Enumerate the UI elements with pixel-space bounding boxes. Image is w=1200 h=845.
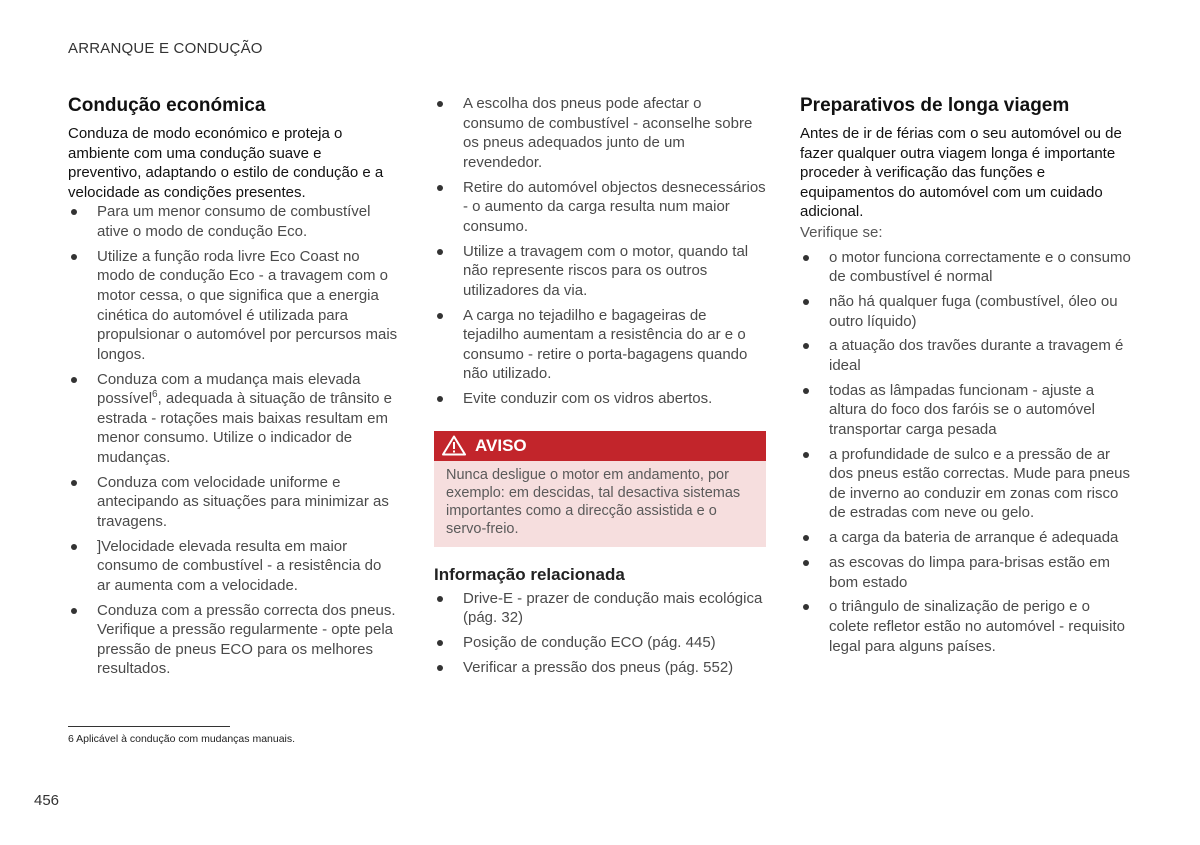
warning-title: AVISO <box>475 435 527 455</box>
bullet-dot-icon <box>803 388 809 394</box>
list-item-text: ]Velocidade elevada resulta em maior consumo de combustível - a resistência do ar aumenta com a velocidade. <box>97 537 382 594</box>
list-item-text: A escolha dos pneus pode afectar o consumo de combustível - aconselhe sobre os pneus adequados junto de um revendedor. <box>463 95 753 171</box>
bullet-dot-icon <box>71 480 77 486</box>
list-item-text: A carga no tejadilho e bagageiras de tejadilho aumentam a resistência do ar e o consumo - retire o porta-bagagens quando não utilizado. <box>463 306 748 383</box>
checklist <box>800 248 1132 657</box>
related-link-text: Verificar a pressão dos pneus (pág. 552) <box>463 658 734 676</box>
bullet-dot-icon <box>437 101 443 107</box>
list-item <box>434 389 766 409</box>
list-item <box>800 292 1132 331</box>
list-item <box>68 601 398 679</box>
intro-paragraph: Antes de ir de férias com o seu automóvel ou de fazer qualquer outra viagem longa é importante proceder à verificação das funções e equipamentos do automóvel com um cuidado adicional. <box>800 125 1122 221</box>
bullet-dot-icon <box>803 604 809 610</box>
running-head: ARRANQUE E CONDUÇÃO <box>68 40 263 57</box>
related-link-drive-e[interactable] <box>434 589 766 628</box>
warning-triangle-icon <box>442 435 466 456</box>
bullet-dot-icon <box>803 560 809 566</box>
list-item <box>800 381 1132 440</box>
bullet-dot-icon <box>71 608 77 614</box>
list-item <box>68 537 398 596</box>
bullet-dot-icon <box>437 596 443 602</box>
related-information-heading: Informação relacionada <box>434 564 625 584</box>
list-item <box>800 445 1132 523</box>
list-item-text: Evite conduzir com os vidros abertos. <box>463 390 713 408</box>
bullet-dot-icon <box>803 535 809 541</box>
list-item <box>800 336 1132 375</box>
section-heading-economical-driving: Condução económica <box>68 95 266 116</box>
column-right <box>800 94 1132 661</box>
bullet-dot-icon <box>437 665 443 671</box>
bullet-dot-icon <box>71 209 77 215</box>
checklist-lead: Verifique se: <box>800 223 883 241</box>
list-item <box>68 202 398 241</box>
bullet-dot-icon <box>437 313 443 319</box>
bullet-dot-icon <box>803 343 809 349</box>
list-item-text: Conduza com a pressão correcta dos pneus. Verifique a pressão regularmente - opte pela pressão de pneus ECO para os melhores resultados. <box>97 601 396 678</box>
related-link-text: Posição de condução ECO (pág. 445) <box>463 634 716 652</box>
related-link-eco-position[interactable] <box>434 633 766 653</box>
bullet-dot-icon <box>71 254 77 260</box>
list-item-text: Utilize a função roda livre Eco Coast no modo de condução Eco - a travagem com o motor cessa, o que significa que a energia cinética do automóvel é utilizada para propulsionar o automóvel por percursos mais longos. <box>97 247 398 363</box>
list-item <box>434 242 766 301</box>
intro-paragraph: Conduza de modo económico e proteja o ambiente com uma condução suave e preventivo, adaptando o estilo de condução e a velocidade as condições presentes. <box>68 125 384 201</box>
list-item <box>800 597 1132 656</box>
list-item <box>68 473 398 532</box>
bullet-dot-icon <box>437 185 443 191</box>
bullet-dot-icon <box>437 396 443 402</box>
footnote-divider <box>68 726 230 727</box>
list-item-text-continued: , adequada à situação de trânsito e estrada - rotações mais baixas resultam em menor consumo. Utilize o indicador de mudanças. <box>97 390 392 466</box>
footnote-marker: 6 <box>152 389 158 401</box>
bullet-dot-icon <box>803 255 809 261</box>
list-item-text: o motor funciona correctamente e o consumo de combustível é normal <box>829 248 1131 286</box>
warning-box <box>434 431 766 547</box>
warning-header <box>434 431 766 461</box>
page-number: 456 <box>34 792 60 809</box>
related-link-tyre-pressure[interactable] <box>434 658 766 678</box>
list-item <box>434 178 766 237</box>
list-item-text: não há qualquer fuga (combustível, óleo ou outro líquido) <box>829 292 1118 330</box>
bullet-list <box>68 202 398 679</box>
section-heading-long-trip: Preparativos de longa viagem <box>800 95 1070 116</box>
list-item-text: as escovas do limpa para-brisas estão em bom estado <box>829 554 1110 591</box>
bullet-dot-icon <box>437 249 443 255</box>
related-links-list <box>434 589 766 678</box>
column-left <box>68 94 398 684</box>
list-item-text: todas as lâmpadas funcionam - ajuste a altura do foco dos faróis se o automóvel transportar carga pesada <box>829 381 1095 438</box>
list-item <box>800 553 1132 592</box>
list-item <box>68 247 398 365</box>
list-item-text: Retire do automóvel objectos desnecessários - o aumento da carga resulta num maior consumo. <box>463 178 766 235</box>
list-item-text: a carga da bateria de arranque é adequada <box>829 529 1119 547</box>
list-item-text: Conduza com velocidade uniforme e antecipando as situações para minimizar as travagens. <box>97 473 389 530</box>
list-item-text: Utilize a travagem com o motor, quando tal não represente riscos para os outros utilizadores da via. <box>463 242 749 299</box>
list-item-text: a profundidade de sulco e a pressão de ar dos pneus estão correctas. Mude para pneus de inverno ao conduzir em zonas com risco de estradas com neve ou gelo. <box>829 445 1131 522</box>
bullet-dot-icon <box>803 452 809 458</box>
list-item <box>68 370 398 468</box>
related-link-text: Drive-E - prazer de condução mais ecológica (pág. 32) <box>463 589 763 627</box>
list-item-text: Para um menor consumo de combustível ative o modo de condução Eco. <box>97 203 371 240</box>
footnote: 6 Aplicável à condução com mudanças manuais. <box>68 733 296 745</box>
column-middle <box>434 94 766 683</box>
list-item-text: Conduza com a mudança mais elevada possível <box>97 370 361 408</box>
list-item-text: a atuação dos travões durante a travagem é ideal <box>829 337 1124 374</box>
list-item <box>800 248 1132 287</box>
bullet-dot-icon <box>71 377 77 383</box>
bullet-dot-icon <box>71 544 77 550</box>
bullet-list <box>434 94 766 409</box>
bullet-dot-icon <box>803 299 809 305</box>
list-item <box>434 94 766 172</box>
list-item <box>800 528 1132 548</box>
list-item <box>434 306 766 384</box>
bullet-dot-icon <box>437 640 443 646</box>
warning-text: Nunca desligue o motor em andamento, por exemplo: em descidas, tal desactiva sistemas importantes como a direcção assistida e o servo-freio. <box>446 466 741 537</box>
related-information <box>434 565 766 678</box>
list-item-text: o triângulo de sinalização de perigo e o colete refletor estão no automóvel - requisito legal para alguns países. <box>829 598 1125 655</box>
